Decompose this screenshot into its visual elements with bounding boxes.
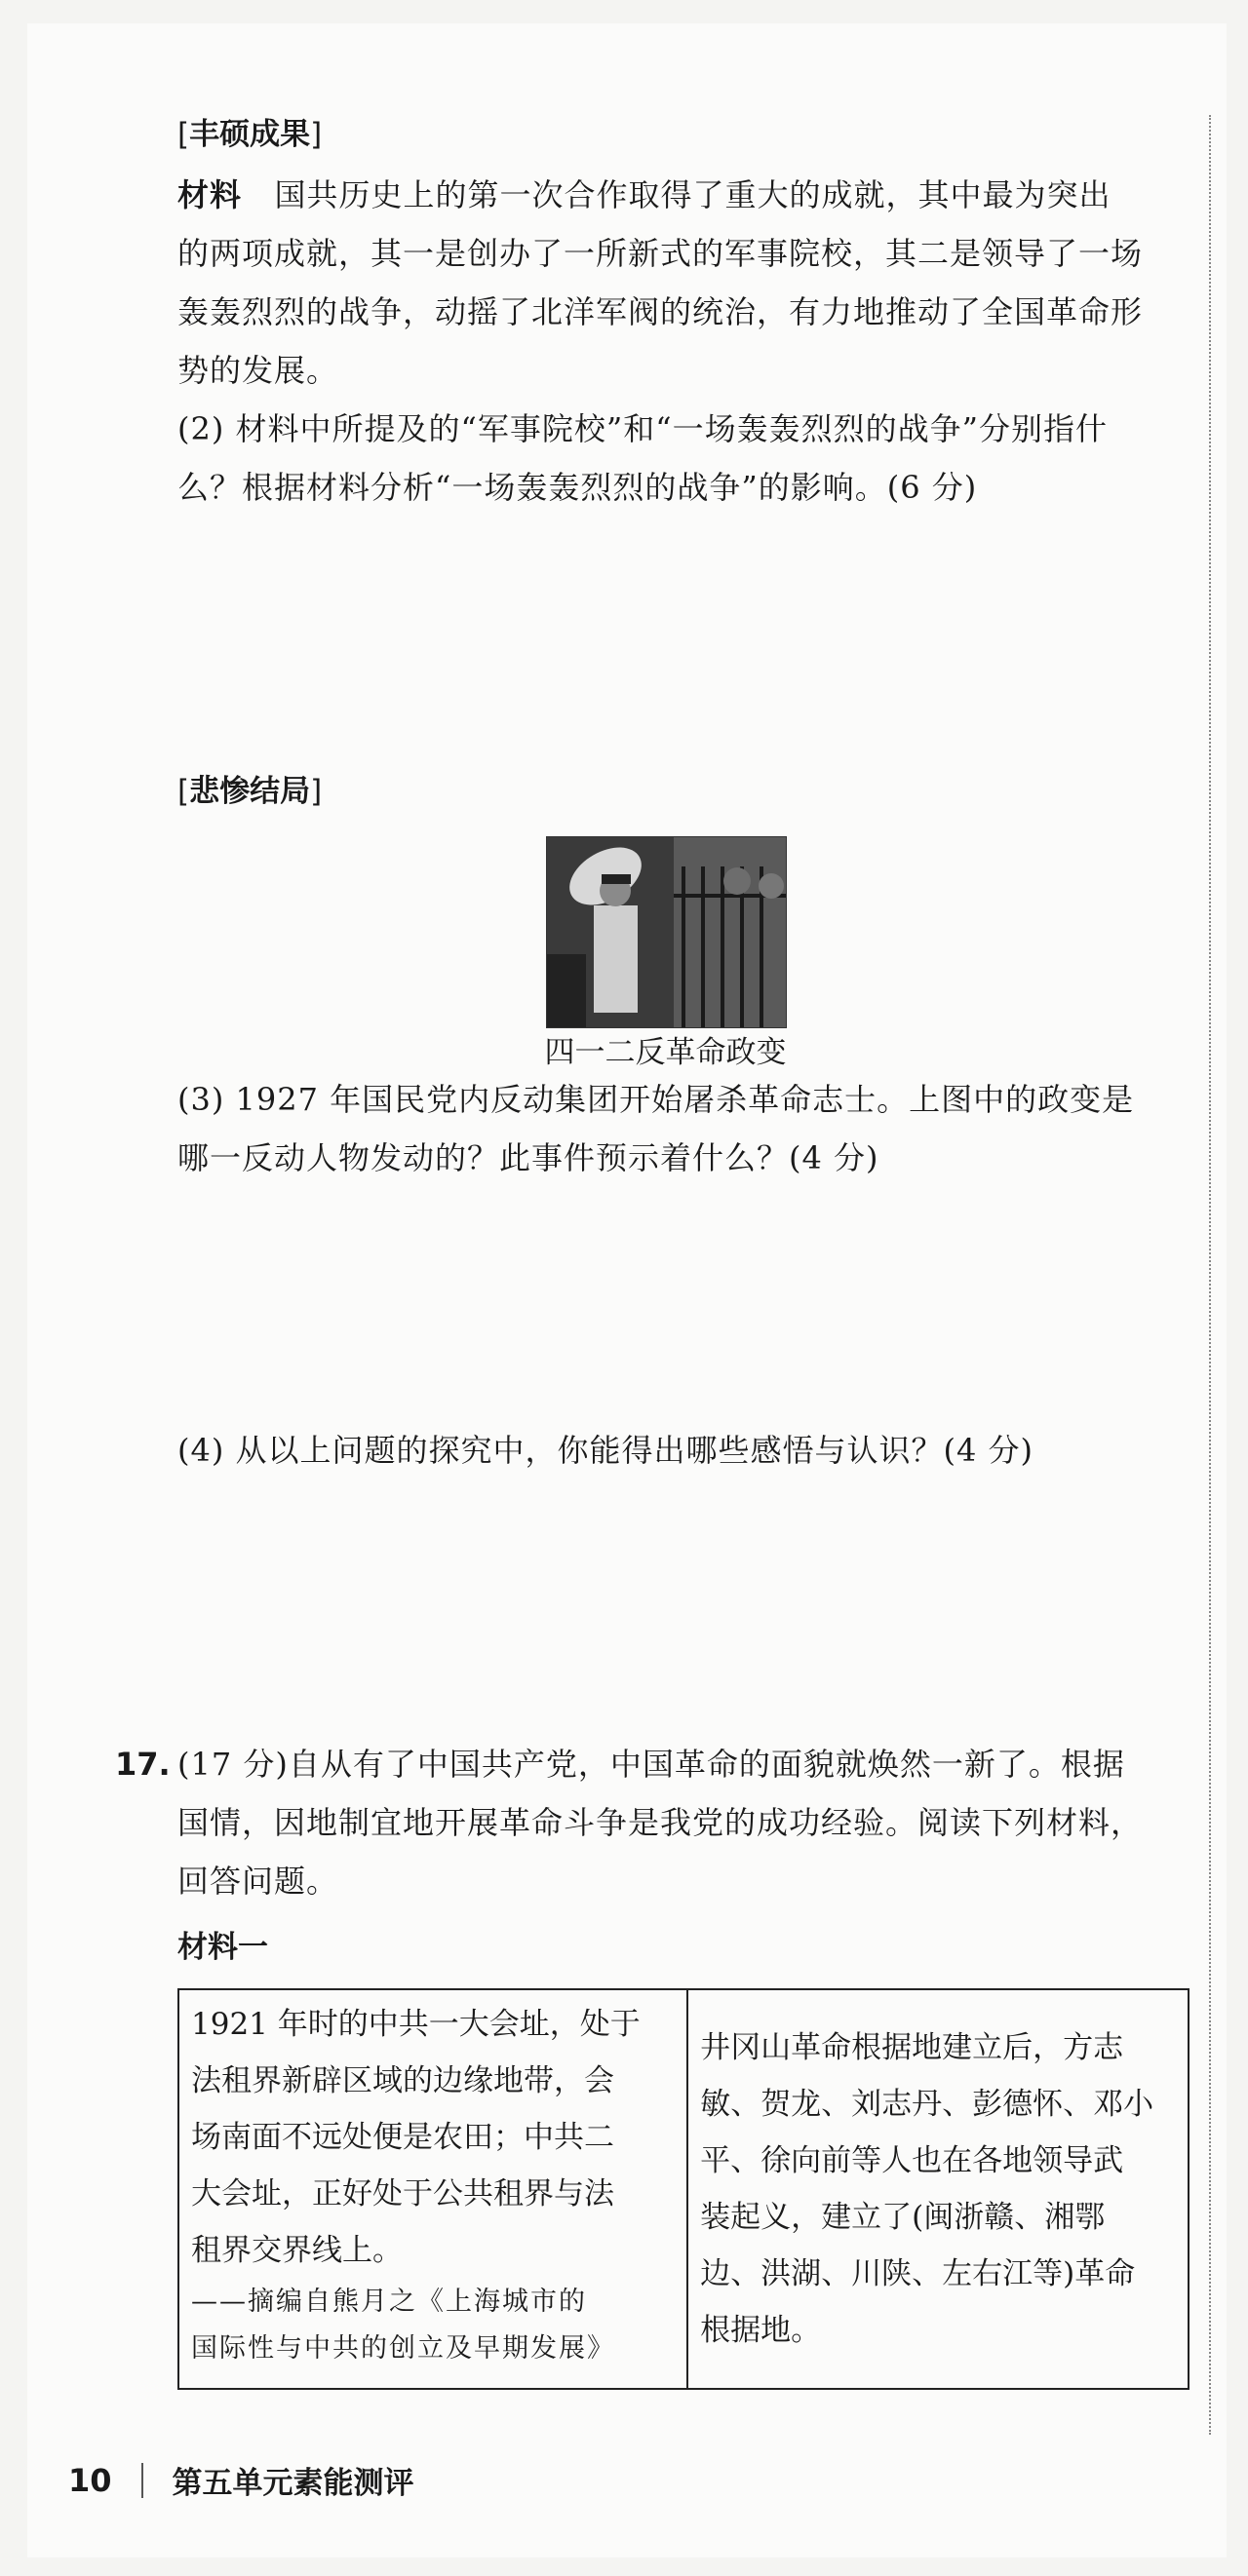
section-heading-tragic-end	[177, 772, 322, 811]
question-2-line-2: 么？根据材料分析“一场轰轰烈烈的战争”的影响。(6 分)	[177, 469, 978, 506]
heading-text: 悲惨结局	[189, 774, 311, 809]
footer-title: 第五单元素能测评	[172, 2466, 414, 2501]
material-line-1	[177, 166, 1191, 224]
material-1-table	[177, 1988, 1190, 2390]
question-2-line-1: (2) 材料中所提及的“军事院校”和“一场轰轰烈烈的战争”分别指什	[177, 410, 1108, 447]
left-line-4: 大会址，正好处于公共租界与法	[191, 2176, 614, 2211]
page-footer	[68, 2458, 414, 2502]
right-line-1: 井冈山革命根据地建立后，方志	[700, 2030, 1124, 2065]
photo-illustration	[547, 837, 786, 1027]
left-line-2: 法租界新辟区域的边缘地带，会	[191, 2063, 614, 2098]
left-line-1: 1921 年时的中共一大会址，处于	[191, 2007, 641, 2042]
table-cell-left	[179, 1990, 688, 2388]
question-17-text	[177, 1735, 1191, 1910]
right-line-5: 边、洪湖、川陕、左右江等)革命	[700, 2256, 1136, 2291]
heading-text: 丰硕成果	[189, 117, 311, 152]
right-line-4: 装起义，建立了(闽浙赣、湘鄂	[700, 2200, 1106, 2235]
footer-separator	[141, 2463, 143, 2498]
material-1-label: 材料一	[177, 1930, 268, 1965]
question-17-line-3: 回答问题。	[177, 1863, 339, 1900]
bracket-open: [	[177, 117, 190, 152]
left-line-5: 租界交界线上。	[191, 2233, 403, 2268]
right-line-2: 敏、贺龙、刘志丹、彭德怀、邓小	[700, 2087, 1154, 2122]
historical-photo	[546, 836, 787, 1028]
material-line-4: 势的发展。	[177, 352, 339, 389]
material-line-3: 轰轰烈烈的战争，动摇了北洋军阀的统治，有力地推动了全国革命形	[177, 293, 1144, 330]
photo-caption: 四一二反革命政变	[544, 1035, 787, 1070]
table-cell-right	[688, 1990, 1188, 2388]
section-heading-results	[177, 115, 322, 154]
question-17-line-2: 国情，因地制宜地开展革命斗争是我党的成功经验。阅读下列材料，	[177, 1804, 1144, 1841]
question-3-line-1: (3) 1927 年国民党内反动集团开始屠杀革命志士。上图中的政变是	[177, 1081, 1135, 1118]
material-block	[177, 166, 1191, 517]
source-line-1: ——摘编自熊月之《上海城市的	[191, 2287, 587, 2317]
left-line-3: 场南面不远处便是农田；中共二	[191, 2120, 614, 2155]
material-line-2: 的两项成就，其一是创办了一所新式的军事院校，其二是领导了一场	[177, 235, 1144, 272]
question-3	[177, 1070, 1191, 1187]
question-17-line-1: (17 分)自从有了中国共产党，中国革命的面貌就焕然一新了。根据	[177, 1746, 1125, 1783]
cut-line	[1209, 115, 1211, 2435]
material-label: 材料	[177, 176, 243, 213]
question-4: (4) 从以上问题的探究中，你能得出哪些感悟与认识？(4 分)	[177, 1432, 1034, 1469]
bracket-close: ]	[310, 774, 323, 809]
question-17-number: 17.	[115, 1746, 171, 1783]
question-3-line-2: 哪一反动人物发动的？此事件预示着什么？(4 分)	[177, 1139, 879, 1176]
page-number: 10	[68, 2461, 112, 2499]
bracket-open: [	[177, 774, 190, 809]
material-text: 国共历史上的第一次合作取得了重大的成就，其中最为突出	[274, 176, 1112, 213]
right-line-6: 根据地。	[700, 2313, 822, 2348]
bracket-close: ]	[310, 117, 323, 152]
source-line-2: 国际性与中共的创立及早期发展》	[191, 2333, 615, 2364]
right-line-3: 平、徐向前等人也在各地领导武	[700, 2143, 1124, 2178]
